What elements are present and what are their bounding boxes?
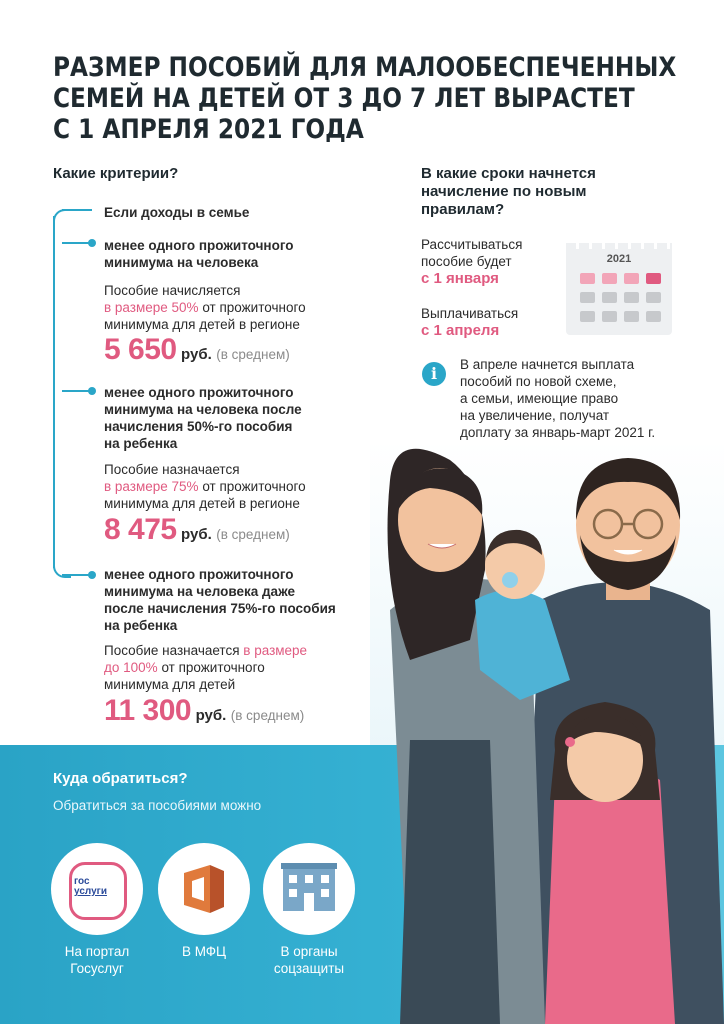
criteria-item-3-description: Пособие назначается в размере до 100% от прожиточного минимума для детей <box>104 643 308 692</box>
mfc-option[interactable] <box>158 843 250 935</box>
family-illustration <box>370 440 724 1024</box>
social-protection-label: В органы соцзащиты <box>273 944 345 976</box>
timeline-dot-3 <box>88 571 96 579</box>
criteria-intro: Если доходы в семье <box>104 205 250 220</box>
criteria-item-3-amount-row: 11 300 руб. (в среднем) <box>104 694 305 727</box>
criteria-item-2-condition: менее одного прожиточного минимума на человека после начисления 50%-го пособия на ребенка <box>104 385 302 451</box>
gosuslugi-logo: гос услуги <box>74 876 107 897</box>
timing-calc: Рассчитываться пособие будет с 1 января <box>421 237 523 287</box>
criteria-item-1-amount-row: 5 650 руб. (в среднем) <box>104 333 290 366</box>
calendar-year: 2021 <box>606 253 632 265</box>
criteria-heading: Какие критерии? <box>53 165 179 182</box>
mfc-icon <box>158 843 250 935</box>
criteria-item-1-condition: менее одного прожиточного минимума на человека <box>104 238 294 270</box>
criteria-item-1-description: Пособие начисляется в размере 50% от прожиточного минимума для детей в регионе <box>104 283 306 332</box>
criteria-item-2-amount-row: 8 475 руб. (в среднем) <box>104 513 290 546</box>
building-icon <box>263 843 355 935</box>
gosuslugi-label: На портал Госуслуг <box>64 944 130 976</box>
timeline-corner <box>53 209 71 227</box>
page-title: РАЗМЕР ПОСОБИЙ ДЛЯ МАЛООБЕСПЕЧЕННЫХ СЕМЕЙ НА ДЕТЕЙ ОТ 3 ДО 7 ЛЕТ ВЫРАСТЕТ С 1 АПРЕЛЯ 2021 ГОДА <box>53 52 677 145</box>
timeline-dot-1 <box>88 239 96 247</box>
criteria-item-3-condition: менее одного прожиточного минимума на человека даже после начисления 75%-го пособия на ребенка <box>104 567 336 633</box>
calendar-icon <box>566 243 672 335</box>
timing-info: В апреле начнется выплата пособий по новой схеме, а семьи, имеющие право на увеличение, получат доплату за январь-март 2021 г. <box>460 357 656 440</box>
criteria-item-2-description: Пособие назначается в размере 75% от прожиточного минимума для детей в регионе <box>104 462 306 511</box>
timeline-line <box>53 216 55 568</box>
criteria-item-3-amount: 11 300 <box>104 694 192 727</box>
timeline-dot-2 <box>88 387 96 395</box>
info-icon: i <box>422 362 446 386</box>
social-protection-option[interactable] <box>263 843 355 935</box>
criteria-item-2-amount: 8 475 <box>104 513 177 546</box>
timing-pay: Выплачиваться с 1 апреля <box>421 306 519 339</box>
where-heading: Куда обратиться? <box>53 770 188 787</box>
mfc-label: В МФЦ <box>181 944 227 959</box>
gosuslugi-option[interactable] <box>51 843 143 935</box>
criteria-item-1-amount: 5 650 <box>104 333 177 366</box>
where-subheading: Обратиться за пособиями можно <box>53 798 262 813</box>
timing-heading: В какие сроки начнется начисление по новым правилам? <box>421 165 596 218</box>
